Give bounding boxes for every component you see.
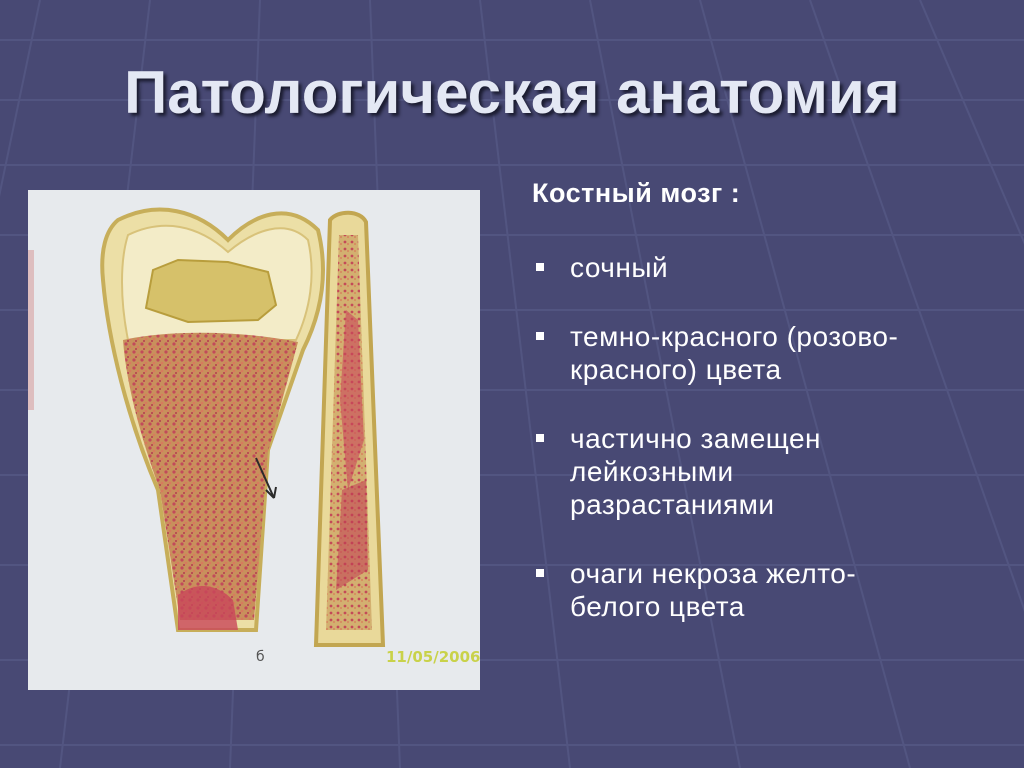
bullet-item <box>532 320 1002 386</box>
bullet-text: сочный <box>570 252 669 283</box>
bullet-text: частично замещен лейкозными разрастаниями <box>570 423 822 520</box>
content-block <box>532 178 1002 659</box>
bullet-list <box>532 251 1002 623</box>
bullet-text: темно-красного (розово- красного) цвета <box>570 321 899 385</box>
slide-title: Патологическая анатомия <box>124 59 900 126</box>
bone-marrow-illustration <box>28 190 480 690</box>
bullet-item <box>532 422 1002 521</box>
slide-subtitle: Костный мозг : <box>532 178 741 208</box>
square-bullet-icon <box>536 569 544 577</box>
square-bullet-icon <box>536 434 544 442</box>
square-bullet-icon <box>536 332 544 340</box>
square-bullet-icon <box>536 263 544 271</box>
date-stamp: 11/05/2006 <box>386 648 480 666</box>
bullet-item <box>532 557 1002 623</box>
bullet-item <box>532 251 1002 284</box>
bullet-text: очаги некроза желто- белого цвета <box>570 558 857 622</box>
image-label: б <box>256 649 265 665</box>
